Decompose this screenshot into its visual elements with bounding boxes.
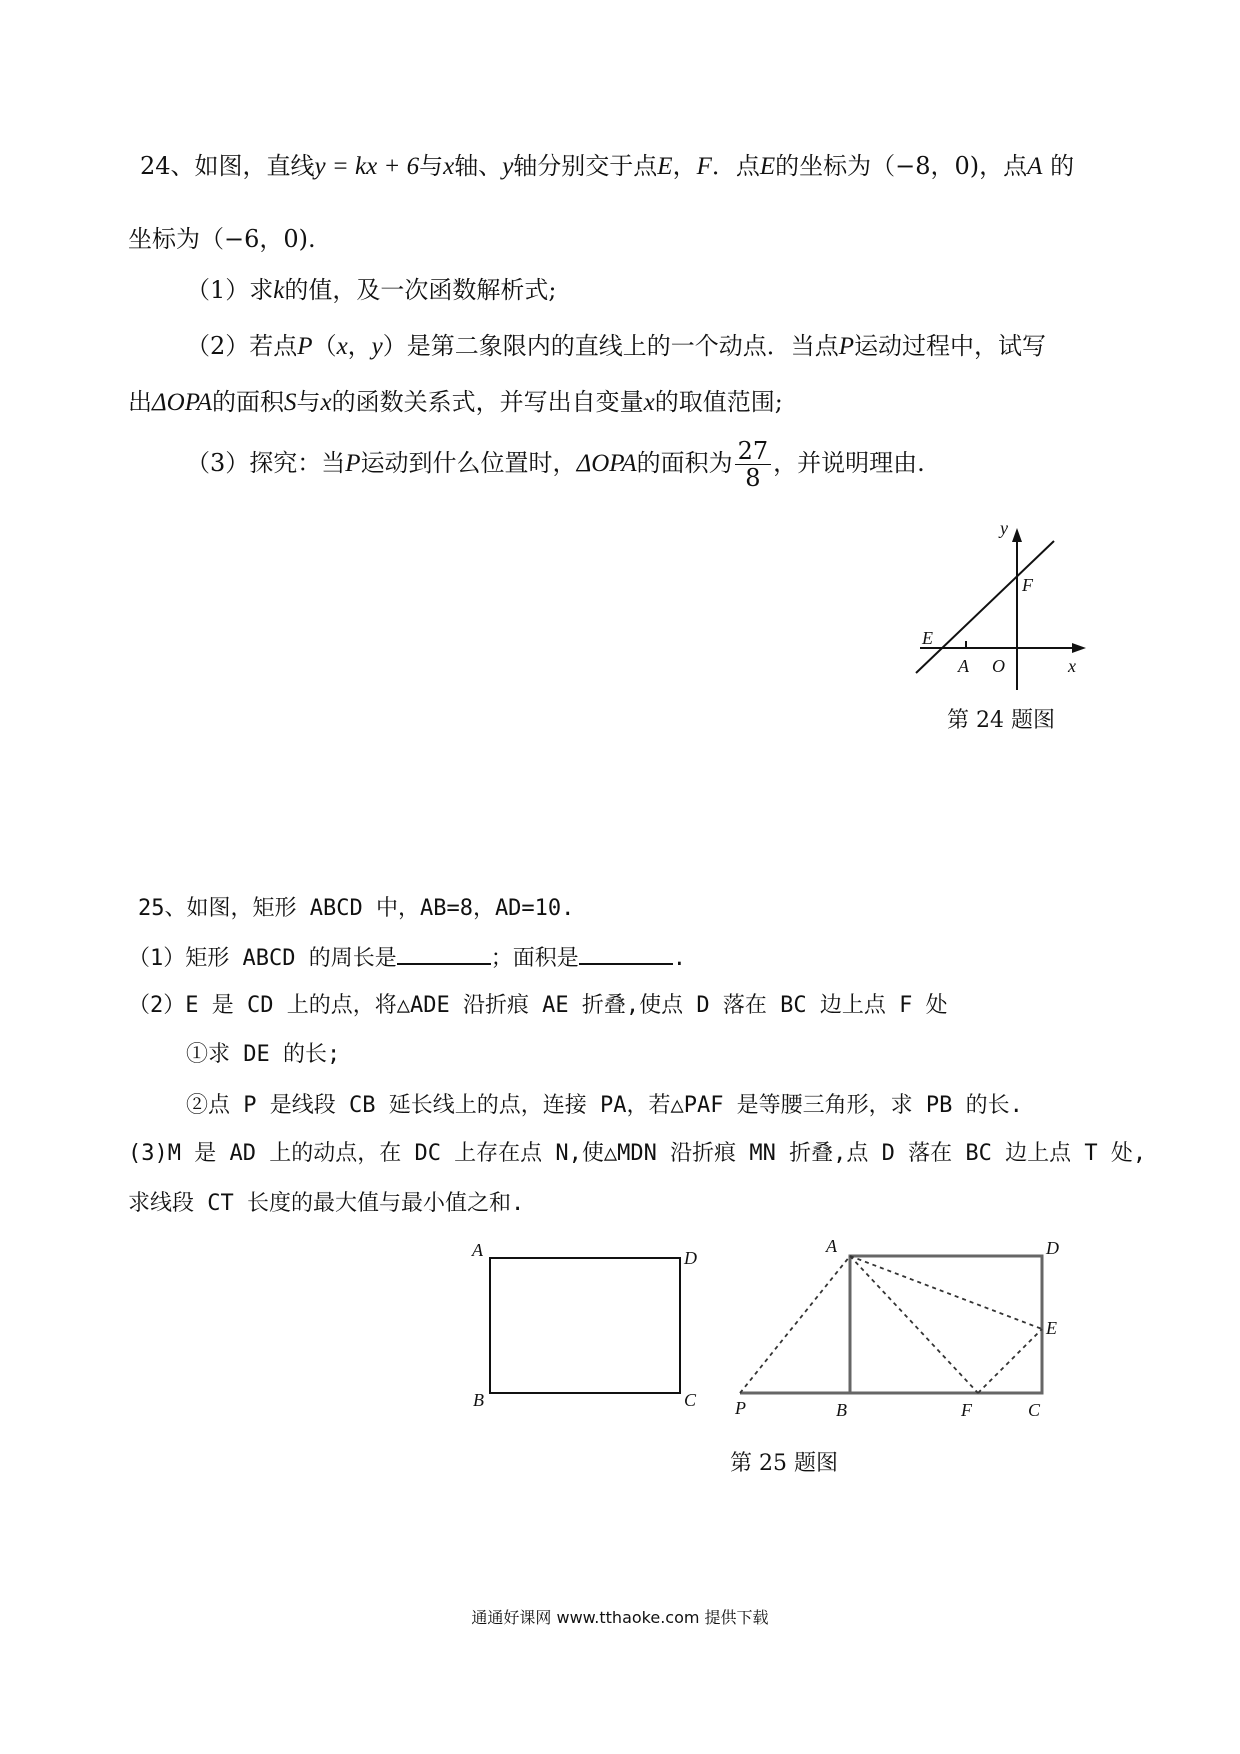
- q25-part-2: （2）E 是 CD 上的点，将△ADE 沿折痕 AE 折叠,使点 D 落在 BC 边上点 F 处: [128, 993, 948, 1018]
- q24-part-2: （2）若点P（x，y）是第二象限内的直线上的一个动点．当点P运动过程中，试写: [186, 332, 1047, 360]
- q24-part-3: （3）探究：当P运动到什么位置时，ΔOPA的面积为 $\frac{27}{8}$ ，并说明理由.: [186, 437, 925, 492]
- q24-part-1: （1）求k的值，及一次函数解析式;: [186, 276, 557, 304]
- fig2-label-p: P: [735, 1398, 746, 1418]
- dashed-ae: [850, 1256, 1042, 1329]
- fig2-label-e: E: [1046, 1318, 1057, 1338]
- fig2-label-d: D: [1046, 1238, 1059, 1258]
- fig1-label-c: C: [684, 1390, 697, 1410]
- q25-part-1: （1）矩形 ABCD 的周长是 ；面积是 .: [128, 941, 686, 975]
- fig2-label-c: C: [1028, 1400, 1041, 1420]
- fig1-label-b: B: [473, 1390, 484, 1410]
- formula: y = kx + 6: [314, 153, 420, 180]
- rectangle-abcd-folded: [850, 1256, 1042, 1393]
- footer-credit: 通通好课网 www.tthaoke.com 提供下载: [471, 1608, 769, 1627]
- rectangle-abcd: [490, 1258, 680, 1393]
- dashed-af: [850, 1256, 978, 1393]
- label-y: y: [1000, 518, 1008, 538]
- caption-25: 第 25 题图: [730, 1451, 838, 1476]
- label-o: O: [992, 656, 1005, 676]
- caption-24: 第 24 题图: [947, 708, 1055, 733]
- fig2-label-b: B: [836, 1400, 847, 1420]
- label-x: x: [1068, 656, 1076, 676]
- fraction-27-8: $\frac{27}{8}$: [735, 438, 772, 491]
- fig2-label-a: A: [826, 1236, 837, 1256]
- q25-stem: 25、如图，矩形 ABCD 中，AB=8，AD=10.: [138, 896, 575, 921]
- dashed-pa: [740, 1256, 850, 1393]
- fig1-label-d: D: [684, 1248, 697, 1268]
- fig2-label-f: F: [961, 1400, 972, 1420]
- q24-line-2: 坐标为（−6，0).: [128, 225, 316, 253]
- q25-part-3-line-2: 求线段 CT 长度的最大值与最小值之和.: [128, 1191, 525, 1216]
- label-f: F: [1022, 575, 1033, 595]
- q25-part-3: (3)M 是 AD 上的动点，在 DC 上存在点 N,使△MDN 沿折痕 MN 折叠,点 D 落在 BC 边上点 T 处,: [128, 1141, 1147, 1166]
- dashed-fe: [978, 1329, 1042, 1393]
- q25-part-2-ii: ②点 P 是线段 CB 延长线上的点，连接 PA，若△PAF 是等腰三角形，求 PB 的长.: [186, 1093, 1023, 1118]
- q25-part-2-i: ①求 DE 的长;: [186, 1042, 341, 1067]
- q24-line-1: 24、如图，直线y = kx + 6与x轴、y轴分别交于点E，F．点E的坐标为（−8，0)，点A 的: [140, 152, 1075, 180]
- fig1-label-a: A: [472, 1240, 483, 1260]
- q24-part-2-line-2: 出ΔOPA的面积S与x的函数关系式，并写出自变量x的取值范围;: [128, 388, 783, 416]
- label-a: A: [958, 656, 969, 676]
- label-e: E: [922, 628, 933, 648]
